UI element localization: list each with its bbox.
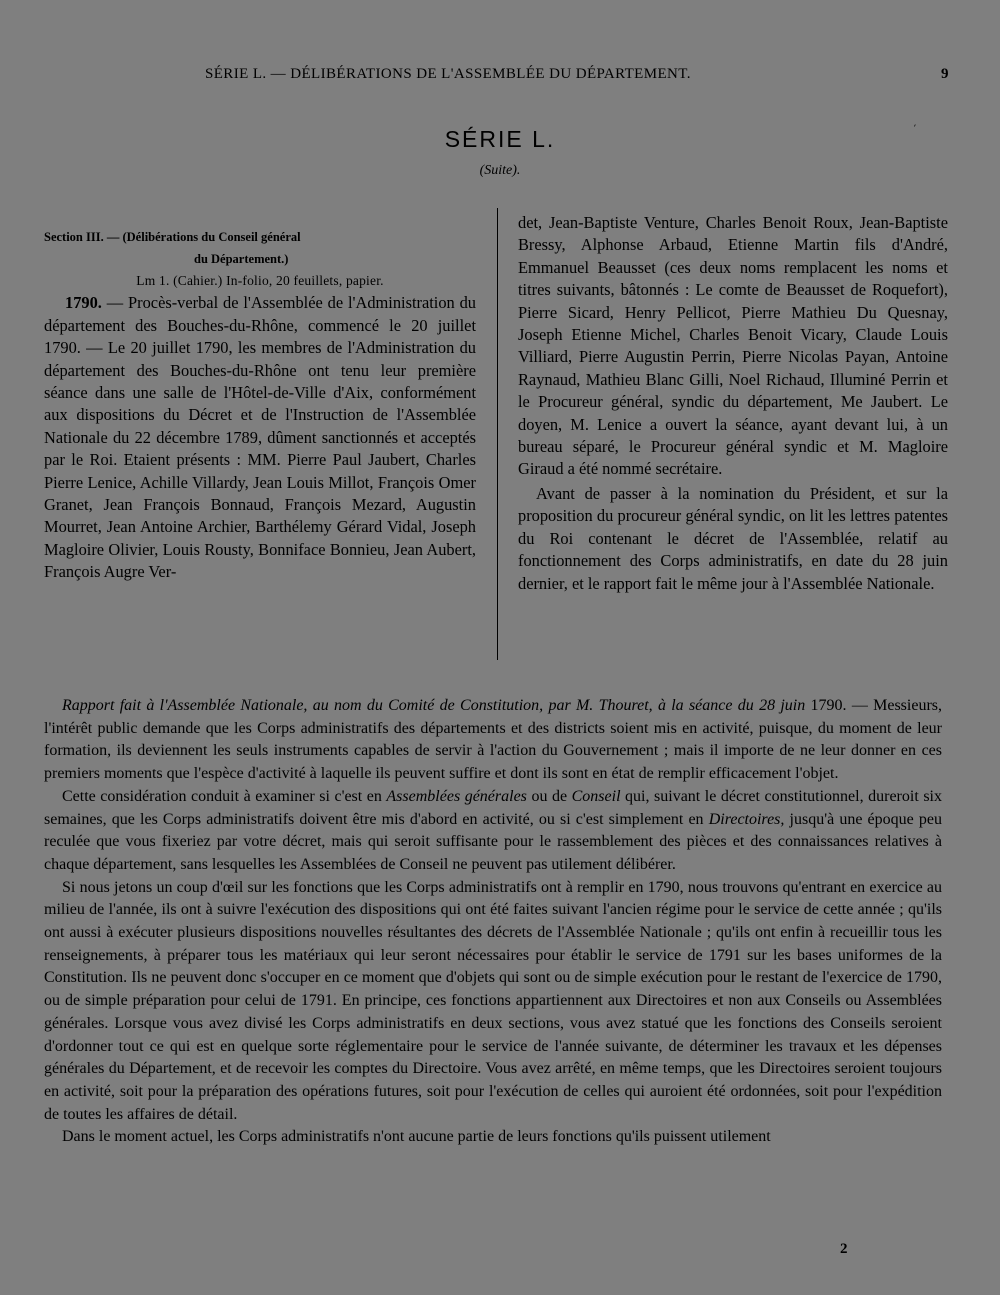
entry-year: 1790. — [65, 293, 102, 313]
report-title: Rapport fait à l'Assemblée Nationale, au nom du Comité de Constitution, par M. Thouret, à la séance du 28 juin — [62, 697, 806, 714]
p2-text-b: ou de — [526, 787, 572, 805]
full-width-text — [44, 695, 942, 1149]
right-paragraph-1: det, Jean-Baptiste Venture, Charles Benoit Roux, Jean-Baptiste Bressy, Alphonse Arbaud, Etienne Martin fils d'André, Emmanuel Beausset (ces deux noms remplacent les noms et titres suivants, bâtonnés : Le comte de Beausset de Roquefort), Pierre Sicard, Henry Pellicot, Pierre Mathieu Du Quesnay, Joseph Etienne Michel, Charles Benoit Vicary, Claude Louis Villiard, Pierre Augustin Perrin, Pierre Nicolas Payan, Antoine Raynaud, Mathieu Blanc Gilli, Noel Richaud, Illuminé Perrin et le Procureur général, syndic du département, Me Jaubert. Le doyen, M. Lenice a ouvert la séance, ayant devant lui, à un bureau séparé, le Procureur général syndic et M. Magloire Giraud a été nommé secrétaire. — [518, 213, 948, 479]
report-paragraph-2 — [44, 786, 942, 877]
print-speck-mark: ´ — [912, 122, 922, 136]
p2-text-a: Cette considération conduit à examiner si c'est en — [62, 787, 387, 805]
source-note: Lm 1. (Cahier.) In-folio, 20 feuillets, papier. — [136, 273, 384, 288]
left-column — [44, 226, 476, 584]
right-paragraph-2: Avant de passer à la nomination du Président, et sur la proposition du procureur général syndic, on lit les lettres patentes du Roi contenant le décret de l'Assemblée, relatif au fonctionnement des Corps administratifs, en date du 28 juin dernier, et le rapport fait le même jour à l'Assemblée Nationale. — [518, 483, 948, 593]
report-paragraph-4: Dans le moment actuel, les Corps administratifs n'ont aucune partie de leurs fonctions qu'ils puissent utilement — [62, 1128, 771, 1146]
p2-emphasis-2: Conseil — [571, 787, 621, 805]
page-number: 9 — [941, 66, 949, 82]
left-body-paragraph — [44, 292, 476, 583]
section-heading — [44, 226, 476, 270]
series-title: SÉRIE L. — [444, 126, 556, 152]
series-subtitle: (Suite). — [479, 163, 521, 178]
signature-mark: 2 — [840, 1241, 848, 1257]
p2-emphasis-1: Assemblées générales — [386, 787, 527, 805]
left-body-text: — Procès-verbal de l'Assemblée de l'Administration du département des Bouches-du-Rhône, commencé le 20 juillet 1790. — Le 20 juillet 1790, les membres de l'Administration du département des Bouches-du-Rhône ont tenu leur première séance dans une salle de l'Hôtel-de-Ville d'Aix, conformément aux dispositions du Décret et de l'Instruction de l'Assemblée Nationale du 22 décembre 1789, dûment sanctionnés et acceptés par le Roi. Etaient présents : MM. Pierre Paul Jaubert, Charles Pierre Lenice, Achille Villardy, Jean Louis Millot, François Omer Granet, Jean François Bonnaud, François Mezard, Augustin Mourret, Jean Antoine Archier, Barthélemy Gérard Vidal, Joseph Magloire Olivier, Louis Rousty, Bonniface Bonnieu, Jean Aubert, François Augre Ver- — [44, 293, 476, 582]
running-title: SÉRIE L. — DÉLIBÉRATIONS DE L'ASSEMBLÉE DU DÉPARTEMENT. — [205, 66, 691, 82]
right-column — [518, 212, 948, 595]
column-divider — [497, 208, 498, 660]
report-paragraph-3: Si nous jetons un coup d'œil sur les fonctions que les Corps administratifs ont à remplir en 1790, nous trouvons qu'entrant en exercice au milieu de l'année, ils ont à suivre l'exécution des dispositions qui ont été faites suivant l'ancien régime pour le service de cette année ; qu'ils ont aussi à exécuter plusieurs dispositions nouvelles résultantes des décrets de l'Assemblée Nationale ; qu'ils ont enfin à recueillir tous les renseignements, à préparer tous les matériaux qui leur seront nécessaires pour établir le service de 1791 sur les bases uniformes de la Constitution. Ils ne peuvent donc s'occuper en ce moment que d'objets qui sont ou de simple exécution pour le restant de l'exercice de 1790, ou de simple préparation pour celui de 1791. En principe, ces fonctions appartiennent aux Directoires et non aux Conseils ou Assemblées générales. Lorsque vous avez divisé les Corps administratifs en deux sections, vous avez statué que les fonctions des Conseils seroient d'ordonner tout ce qui est en quelque sorte réglementaire pour le service de l'année suivante, de déterminer les travaux et les dépenses générales du Département, et de recevoir les comptes du Directoire. Vous avez arrêté, en même temps, que les Directoires seroient toujours en activité, soit pour la préparation des opérations futures, soit pour l'exécution de celles qui auroient été ordonnées, soit pour l'expédition de toutes les affaires de détail. — [44, 878, 942, 1123]
section-heading-line1: Section III. — (Délibérations du Conseil général — [44, 230, 301, 244]
p2-text-c: qui, suivant le décret constitutionnel, dureroit six semaines, que les Corps administratifs doivent être mis d'abord en activité, ou si c'est simplement en — [44, 787, 942, 828]
p2-emphasis-3: Directoires, — [708, 810, 785, 828]
section-heading-line2: du Département.) — [194, 252, 289, 266]
p2-text-d: jusqu'à une époque peu reculée que vous fixeriez par votre décret, mais qui seroit suffisante pour le rassemblement des pièces et des connaissances relatives à chaque département, sans lesquelles les Assemblées de Conseil ne peuvent pas utilement délibérer. — [44, 810, 942, 873]
report-paragraph-1-text: 1790. — Messieurs, l'intérêt public demande que les Corps administratifs des départements et des districts soient mis en activité, puisque, du moment de leur formation, ils deviennent les seuls instruments capables de servir à l'action du Gouvernement ; mais il importe de ne leur donner en ces premiers moments que l'espèce d'activité à laquelle ils peuvent suffire et dont ils sont en état de remplir efficacement l'objet. — [44, 697, 942, 783]
report-paragraph-1 — [44, 695, 942, 786]
